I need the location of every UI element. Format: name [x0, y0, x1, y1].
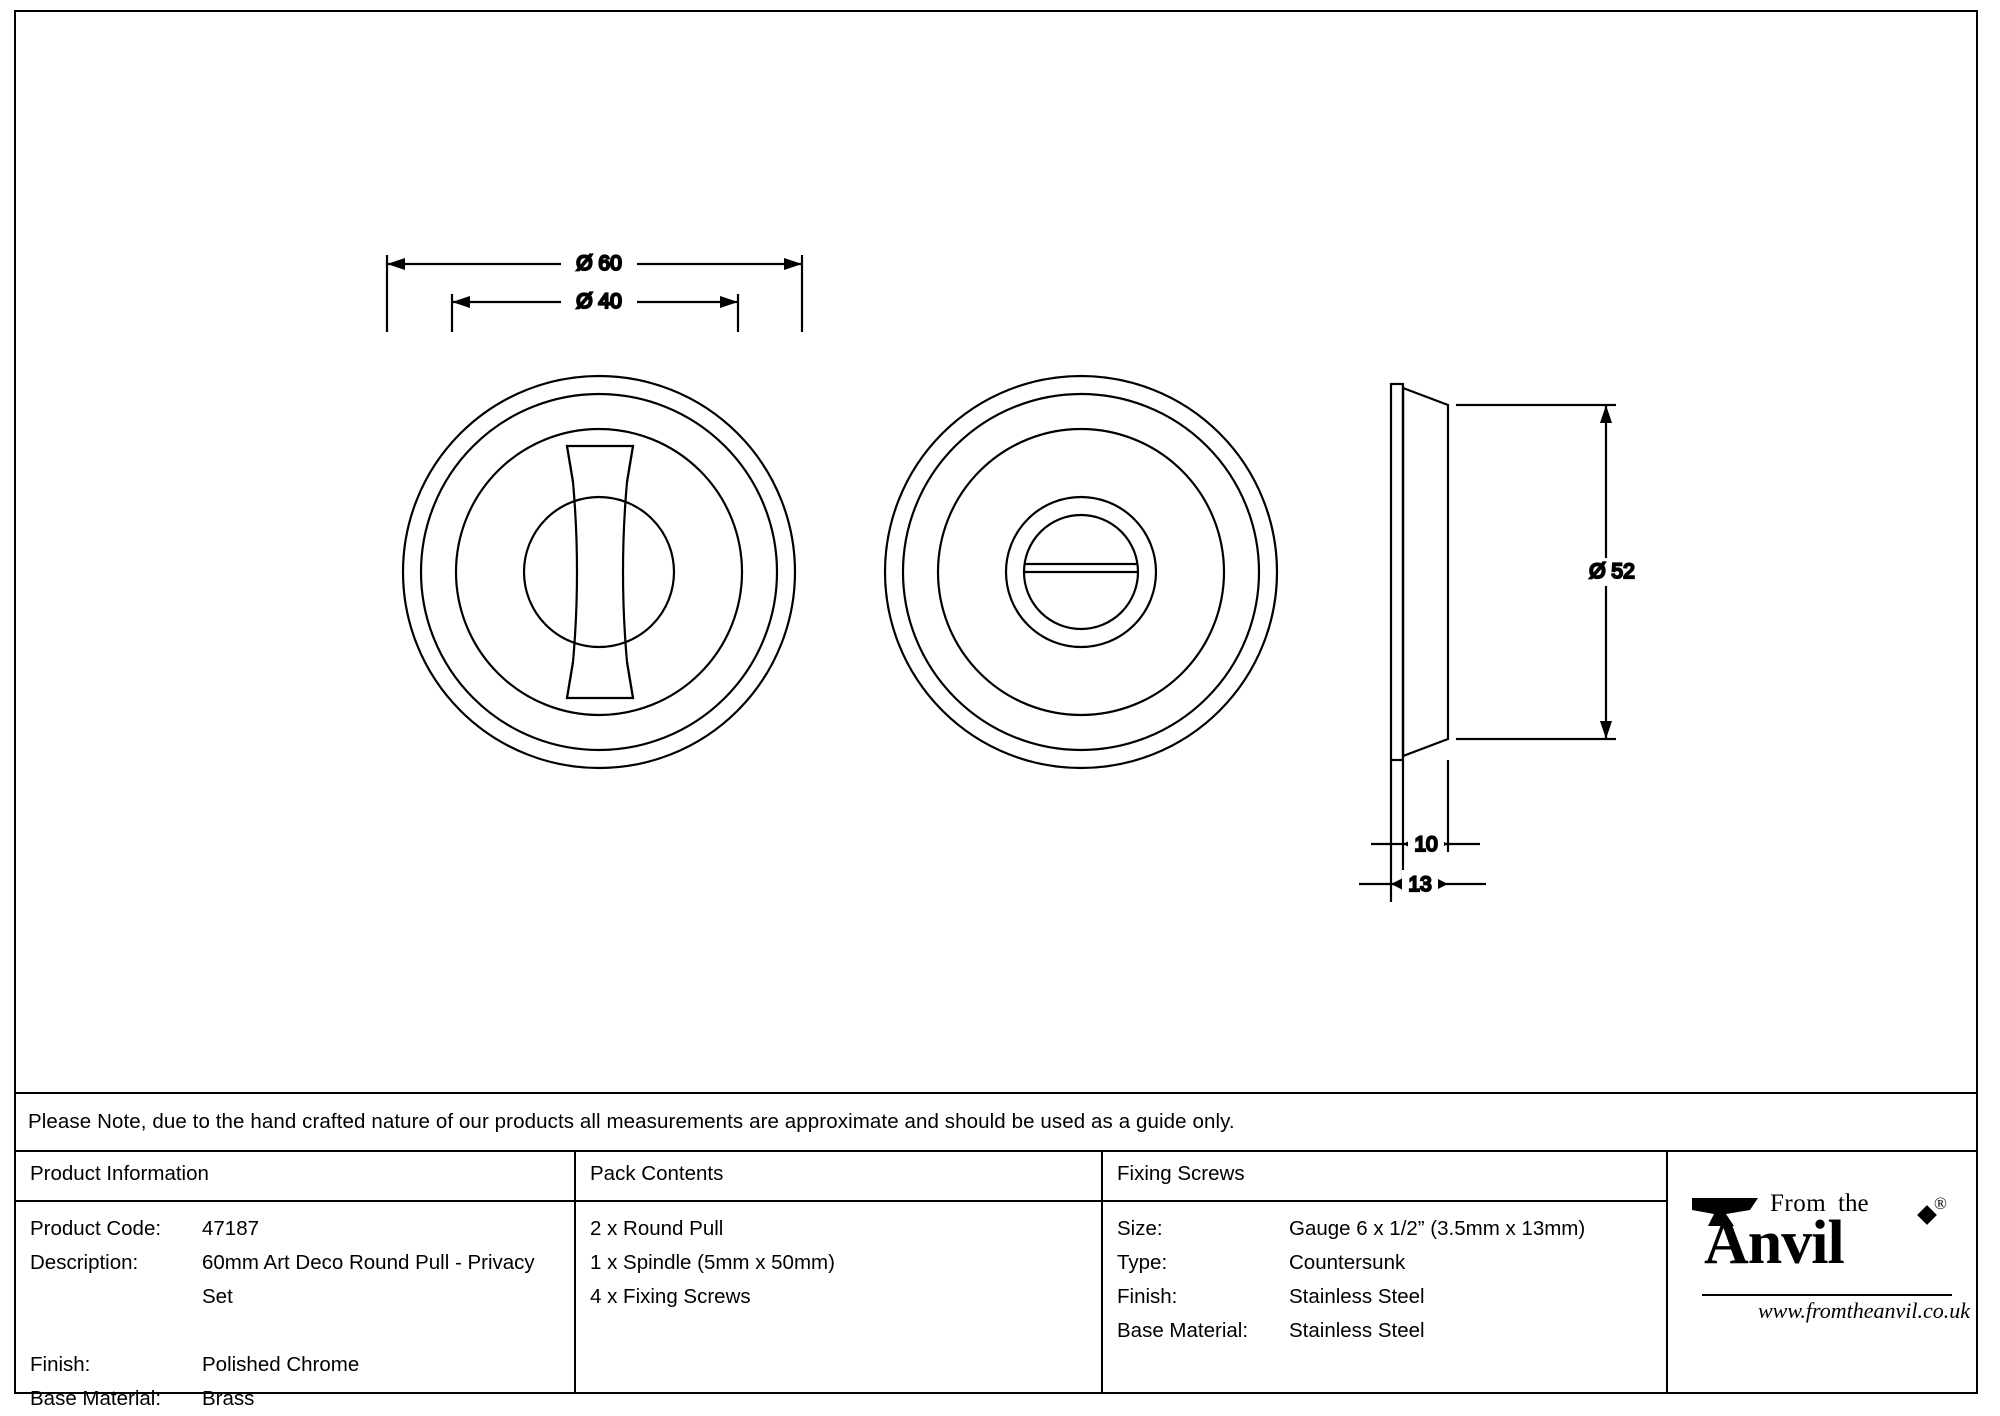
base-material-key: Base Material:	[30, 1387, 162, 1410]
dimension-inner-40	[452, 288, 738, 332]
measurement-note-row	[16, 1092, 1976, 1152]
screw-base-material-value: Stainless Steel	[1289, 1319, 1425, 1342]
description-key: Description:	[30, 1251, 139, 1274]
dimension-label-52: Ø 52	[1589, 560, 1635, 583]
pack-contents-heading: Pack Contents	[590, 1162, 724, 1185]
dimension-label-13: 13	[1408, 873, 1432, 896]
screw-finish-key: Finish:	[1117, 1285, 1178, 1308]
measurement-note: Please Note, due to the hand crafted nature of our products all measurements are approximate and should be used as a guide only.	[28, 1110, 1235, 1133]
product-information-heading: Product Information	[30, 1162, 209, 1185]
list-item: 1 x Spindle (5mm x 50mm)	[590, 1251, 835, 1274]
base-material-value: Brass	[202, 1387, 255, 1410]
table-row	[1117, 1314, 1669, 1348]
fixing-screws-column	[1103, 1152, 1668, 1392]
dimension-label-40: Ø 40	[576, 290, 622, 313]
description-value: 60mm Art Deco Round Pull - Privacy Set	[202, 1251, 535, 1308]
front-view-thumbturn	[403, 376, 795, 768]
side-view	[1391, 384, 1448, 760]
logo-the-text: the	[1838, 1190, 1869, 1217]
table-row	[1117, 1212, 1669, 1246]
logo-anvil-text: Anvil	[1704, 1209, 1844, 1277]
table-row	[1117, 1246, 1669, 1280]
logo-website-url: www.fromtheanvil.co.uk	[1758, 1298, 1971, 1323]
screw-finish-value: Stainless Steel	[1289, 1285, 1425, 1308]
info-table	[16, 1152, 1976, 1410]
product-code-value: 47187	[202, 1217, 260, 1240]
screw-size-key: Size:	[1117, 1217, 1163, 1240]
pack-contents-list	[590, 1212, 835, 1314]
fixing-screws-heading: Fixing Screws	[1117, 1162, 1245, 1185]
dimension-side-52	[1456, 405, 1651, 739]
fixing-screws-list	[1117, 1212, 1669, 1348]
divider	[1702, 1294, 1952, 1296]
rear-view-release	[885, 376, 1277, 768]
screw-type-key: Type:	[1117, 1251, 1168, 1274]
table-row	[30, 1212, 562, 1246]
dimension-label-10: 10	[1414, 833, 1438, 856]
screw-type-value: Countersunk	[1289, 1251, 1406, 1274]
dimension-label-60: Ø 60	[576, 252, 622, 275]
table-row	[1117, 1280, 1669, 1314]
divider	[576, 1200, 1101, 1202]
list-item: 4 x Fixing Screws	[590, 1285, 751, 1308]
finish-value: Polished Chrome	[202, 1353, 360, 1376]
product-code-key: Product Code:	[30, 1217, 162, 1240]
technical-drawing	[16, 12, 1976, 1092]
finish-key: Finish:	[30, 1353, 91, 1376]
table-row	[30, 1382, 562, 1416]
drawing-area	[16, 12, 1976, 1092]
table-row	[30, 1246, 562, 1314]
table-row	[30, 1348, 562, 1382]
drawing-sheet	[14, 10, 1978, 1410]
divider	[1103, 1200, 1666, 1202]
screw-size-value: Gauge 6 x 1/2” (3.5mm x 13mm)	[1289, 1217, 1586, 1240]
screw-base-material-key: Base Material:	[1117, 1319, 1249, 1342]
registered-icon: ®	[1934, 1194, 1947, 1213]
list-item: 2 x Round Pull	[590, 1217, 724, 1240]
pack-contents-column	[576, 1152, 1103, 1392]
product-information-column	[16, 1152, 576, 1410]
product-information-list	[30, 1212, 562, 1416]
divider	[16, 1200, 574, 1202]
logo-column	[1668, 1152, 1976, 1392]
logo-from-text: From	[1770, 1190, 1827, 1217]
from-the-anvil-logo	[1688, 1184, 1971, 1344]
